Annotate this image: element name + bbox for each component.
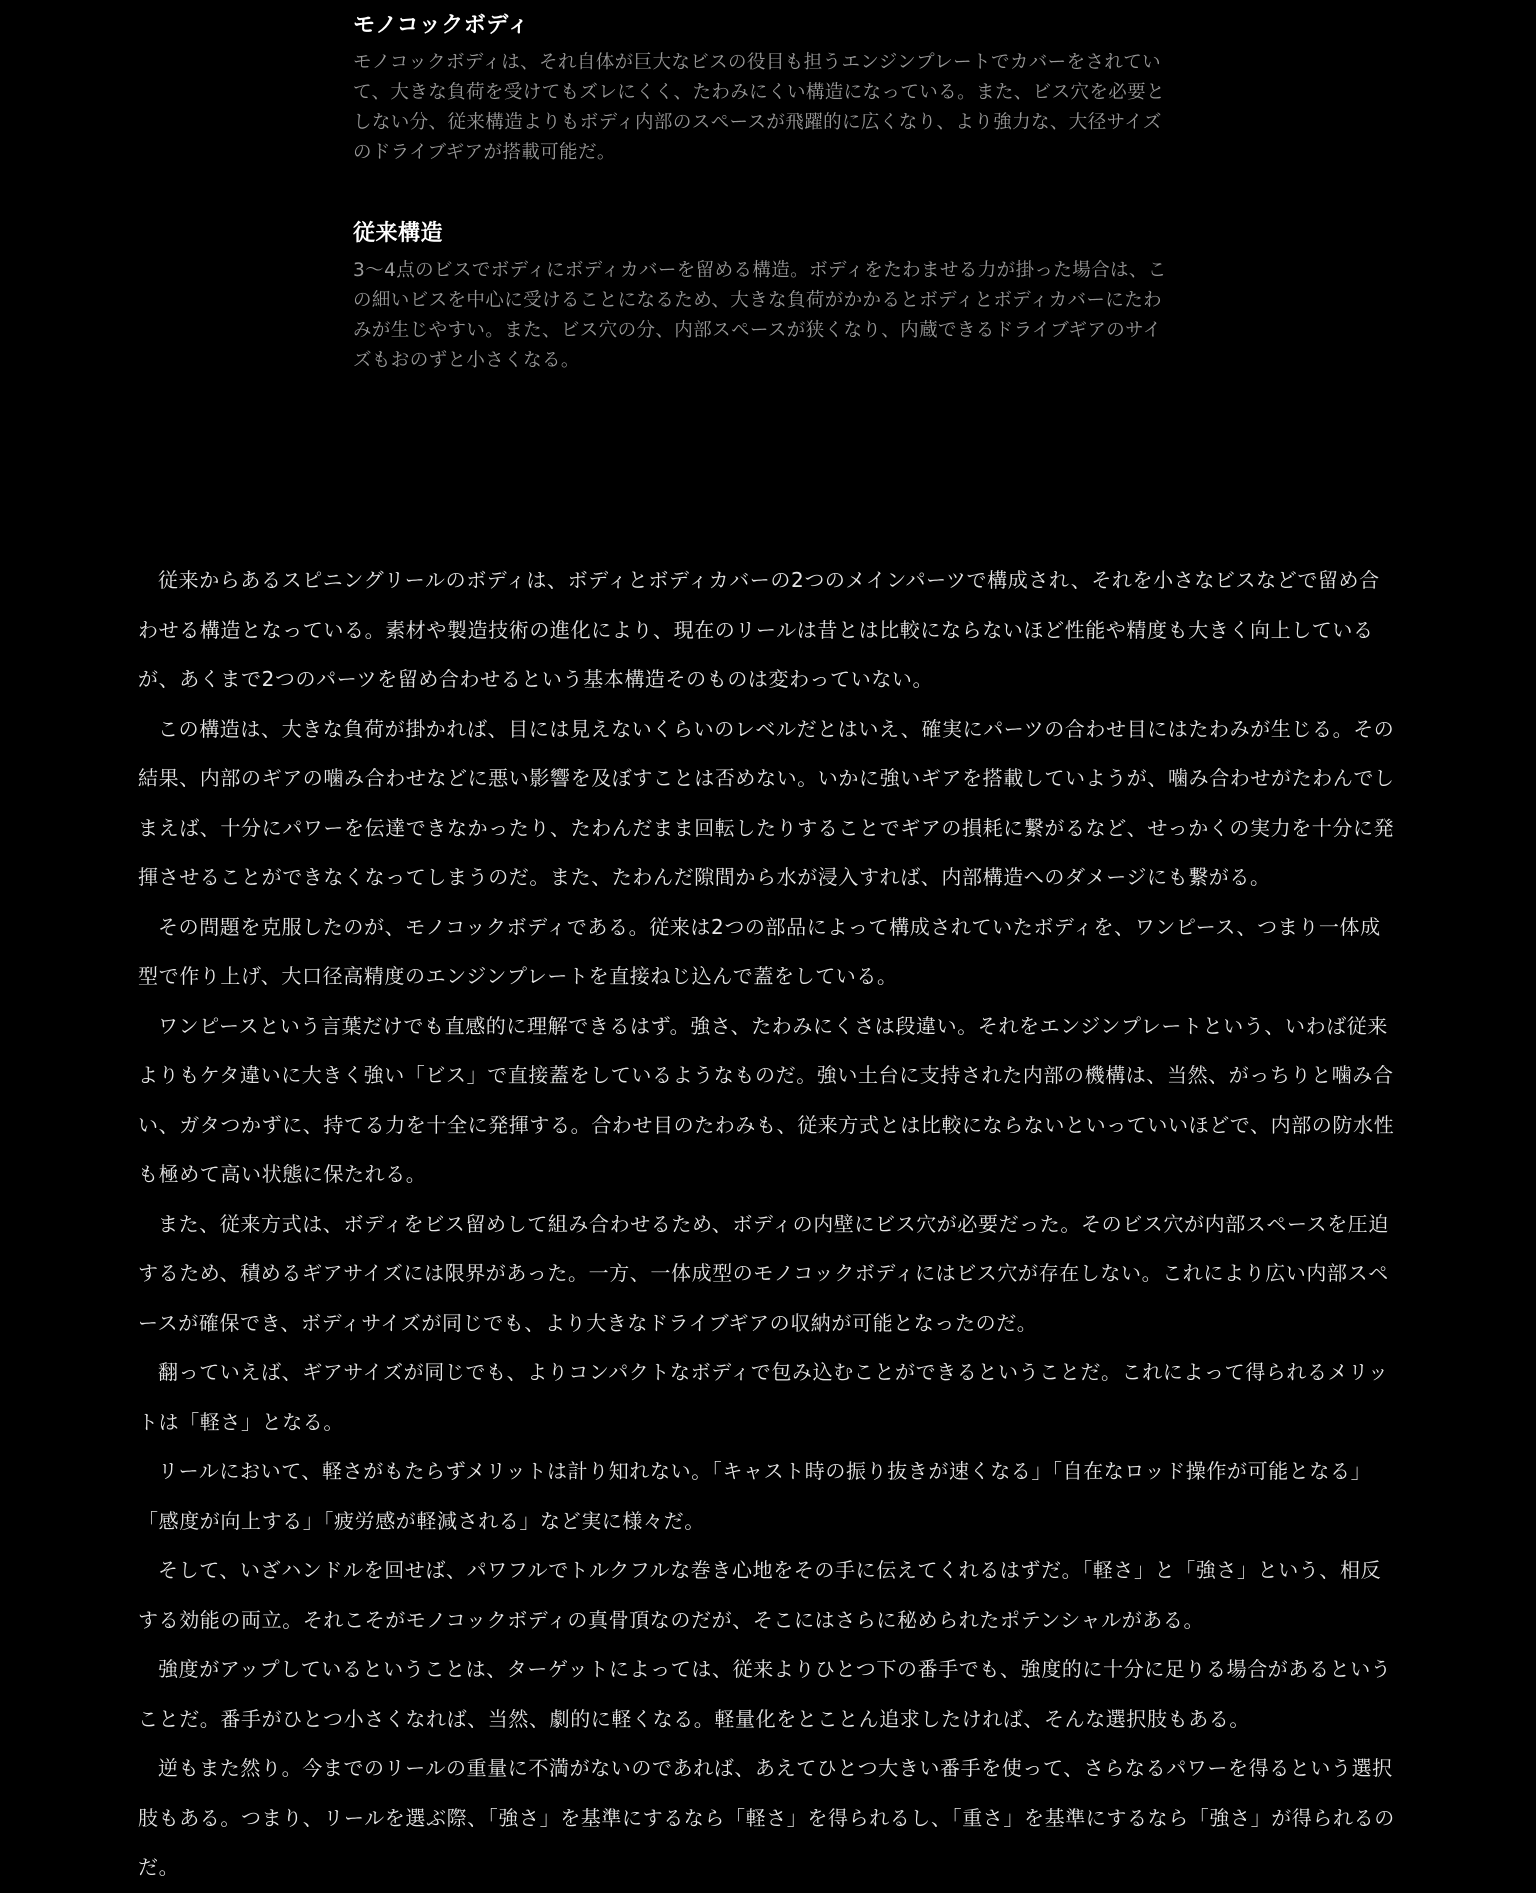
article-paragraph: 翻っていえば、ギアサイズが同じでも、よりコンパクトなボディで包み込むことができるということだ。これによって得られるメリットは「軽さ」となる。 — [138, 1360, 1389, 1434]
feature-monocoque — [353, 12, 1173, 168]
article-paragraph: 逆もまた然り。今までのリールの重量に不満がないのであれば、あえてひとつ大きい番手を使って、さらなるパワーを得るという選択肢もある。つまり、リールを選ぶ際、「強さ」を基準にするなら「軽さ」を得られるし、「重さ」を基準にするなら「強さ」が得られるのだ。 — [138, 1756, 1395, 1879]
article-paragraph: この構造は、大きな負荷が掛かれば、目には見えないくらいのレベルだとはいえ、確実にパーツの合わせ目にはたわみが生じる。その結果、内部のギアの噛み合わせなどに悪い影響を及ぼすことは否めない。いかに強いギアを搭載していようが、噛み合わせがたわんでしまえば、十分にパワーを伝達できなかったり、たわんだまま回転したりすることでギアの損耗に繋がるなど、せっかくの実力を十分に発揮させることができなくなってしまうのだ。また、たわんだ隙間から水が浸入すれば、内部構造へのダメージにも繋がる。 — [138, 716, 1395, 889]
feature-title: モノコックボディ — [353, 13, 530, 38]
article-paragraph: 強度がアップしているということは、ターゲットによっては、従来よりひとつ下の番手でも、強度的に十分に足りる場合があるということだ。番手がひとつ小さくなれば、当然、劇的に軽くなる。軽量化をとことん追求したければ、そんな選択肢もある。 — [138, 1657, 1392, 1731]
feature-description: モノコックボディは、それ自体が巨大なビスの役目も担うエンジンプレートでカバーをされていて、大きな負荷を受けてもズレにくく、たわみにくい構造になっている。また、ビス穴を必要としない分、従来構造よりもボディ内部のスペースが飛躍的に広くなり、より強力な、大径サイズのドライブギアが搭載可能だ。 — [353, 52, 1165, 163]
article-body — [138, 556, 1400, 1893]
feature-descriptions — [353, 0, 1173, 376]
article-paragraph: 従来からあるスピニングリールのボディは、ボディとボディカバーの2つのメインパーツで構成され、それを小さなビスなどで留め合わせる構造となっている。素材や製造技術の進化により、現在のリールは昔とは比較にならないほど性能や精度も大きく向上しているが、あくまで2つのパーツを留め合わせるという基本構造そのものは変わっていない。 — [138, 568, 1380, 691]
article-paragraph: そして、いざハンドルを回せば、パワフルでトルクフルな巻き心地をその手に伝えてくれるはずだ。「軽さ」と「強さ」という、相反する効能の両立。それこそがモノコックボディの真骨頂なのだが、そこにはさらに秘められたポテンシャルがある。 — [138, 1558, 1382, 1632]
article-paragraph: また、従来方式は、ボディをビス留めして組み合わせるため、ボディの内壁にビス穴が必要だった。そのビス穴が内部スペースを圧迫するため、積めるギアサイズには限界があった。一方、一体成型のモノコックボディにはビス穴が存在しない。これにより広い内部スペースが確保でき、ボディサイズが同じでも、より大きなドライブギアの収納が可能となったのだ。 — [138, 1211, 1389, 1335]
article-paragraph: リールにおいて、軽さがもたらずメリットは計り知れない。「キャスト時の振り抜きが速くなる」「自在なロッド操作が可能となる」「感度が向上する」「疲労感が軽減される」など実に様々だ。 — [138, 1459, 1372, 1533]
article-paragraph: その問題を克服したのが、モノコックボディである。従来は2つの部品によって構成されていたボディを、ワンピース、つまり一体成型で作り上げ、大口径高精度のエンジンプレートを直接ねじ込んで蓋をしている。 — [138, 914, 1381, 988]
feature-title: 従来構造 — [353, 221, 444, 246]
feature-description: 3〜4点のビスでボディにボディカバーを留める構造。ボディをたわませる力が掛った場合は、この細いビスを中心に受けることになるため、大きな負荷がかかるとボディとボディカバーにたわみが生じやすい。また、ビス穴の分、内部スペースが狭くなり、内蔵できるドライブギアのサイズもおのずと小さくなる。 — [353, 260, 1167, 371]
feature-conventional — [353, 220, 1173, 376]
article-paragraph: ワンピースという言葉だけでも直感的に理解できるはず。強さ、たわみにくさは段違い。それをエンジンプレートという、いわば従来よりもケタ違いに大きく強い「ビス」で直接蓋をしているようなものだ。強い土台に支持された内部の機構は、当然、がっちりと噛み合い、ガタつかずに、持てる力を十全に発揮する。合わせ目のたわみも、従来方式とは比較にならないといっていいほどで、内部の防水性も極めて高い状態に保たれる。 — [138, 1013, 1395, 1186]
